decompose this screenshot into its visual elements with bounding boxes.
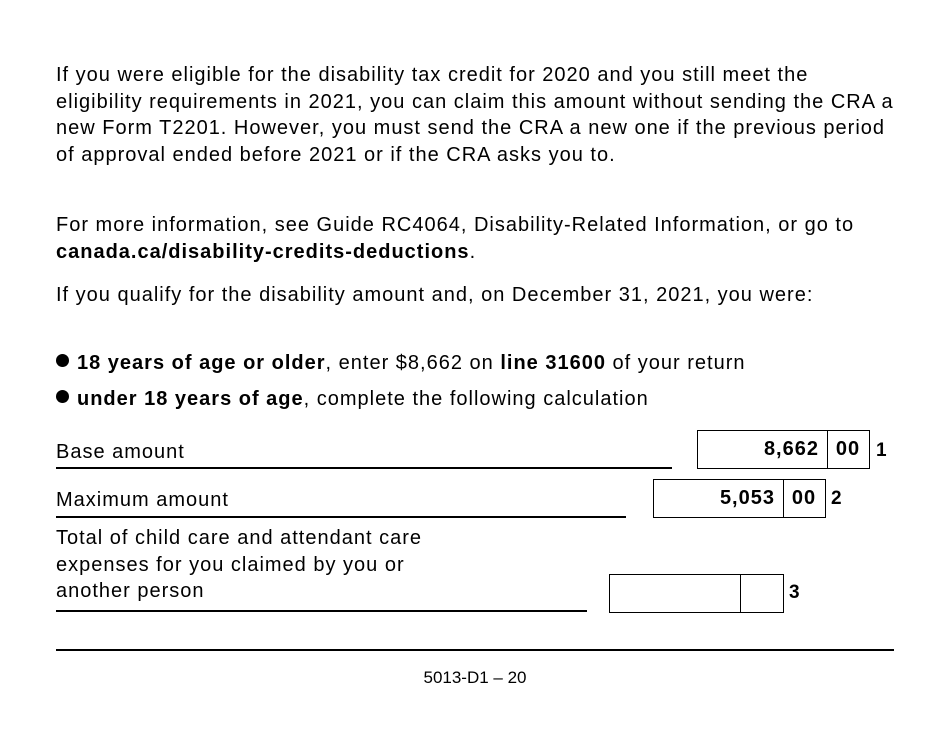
bullet-minor-bold: under 18 years of age xyxy=(77,388,304,410)
child-care-cents[interactable] xyxy=(741,575,782,612)
maximum-amount-cents: 00 xyxy=(791,487,817,509)
bullet-adult-rest: of your return xyxy=(605,352,746,374)
line-number-2: 2 xyxy=(831,488,842,509)
page-number: 5013-D1 – 20 xyxy=(423,668,527,687)
maximum-amount-rule xyxy=(56,516,626,518)
more-info-paragraph xyxy=(56,212,906,265)
maximum-amount-label: Maximum amount xyxy=(56,489,229,511)
child-care-label-2: expenses for you claimed by you or xyxy=(56,553,405,576)
line-number-3: 3 xyxy=(789,582,800,603)
bullet-icon xyxy=(56,354,69,367)
footer-divider xyxy=(56,649,894,651)
bullet-adult-line: line 31600 xyxy=(500,352,606,374)
more-info-period: . xyxy=(469,240,477,263)
child-care-label-1: Total of child care and attendant care xyxy=(56,527,422,549)
more-info-text: For more information, see Guide RC4064, Disability-Related Information, or go to xyxy=(56,214,855,236)
bullet-minor xyxy=(56,388,649,411)
base-amount-dollars: 8,662 xyxy=(698,431,828,468)
bullet-adult-bold: 18 years of age or older xyxy=(77,352,326,374)
qualify-paragraph: If you qualify for the disability amount and, on December 31, 2021, you were: xyxy=(56,284,814,306)
bullet-adult-mid: , enter $8,662 on xyxy=(325,352,501,374)
child-care-label-3: another person xyxy=(56,580,205,602)
child-care-rule xyxy=(56,610,587,612)
disability-credits-link[interactable]: canada.ca/disability-credits-deductions xyxy=(56,240,470,263)
base-amount-label: Base amount xyxy=(56,441,185,463)
base-amount-rule xyxy=(56,467,672,469)
bullet-adult xyxy=(56,352,745,375)
base-amount-cents: 00 xyxy=(835,438,861,460)
child-care-dollars[interactable] xyxy=(610,575,741,612)
bullet-minor-rest: , complete the following calculation xyxy=(303,388,649,410)
child-care-amount-box[interactable] xyxy=(609,574,784,613)
maximum-amount-dollars: 5,053 xyxy=(654,480,784,517)
maximum-amount-box[interactable] xyxy=(653,479,826,518)
line-number-1: 1 xyxy=(876,440,887,461)
eligibility-paragraph: If you were eligible for the disability tax credit for 2020 and you still meet the eligibility requirements in 2021, you can claim this amount without sending the CRA a new Form T2201. However, you must send the CRA a new one if the previous period of approval ended before 2021 or if the CRA asks you to. xyxy=(56,64,894,166)
bullet-icon xyxy=(56,390,69,403)
base-amount-box[interactable] xyxy=(697,430,870,469)
